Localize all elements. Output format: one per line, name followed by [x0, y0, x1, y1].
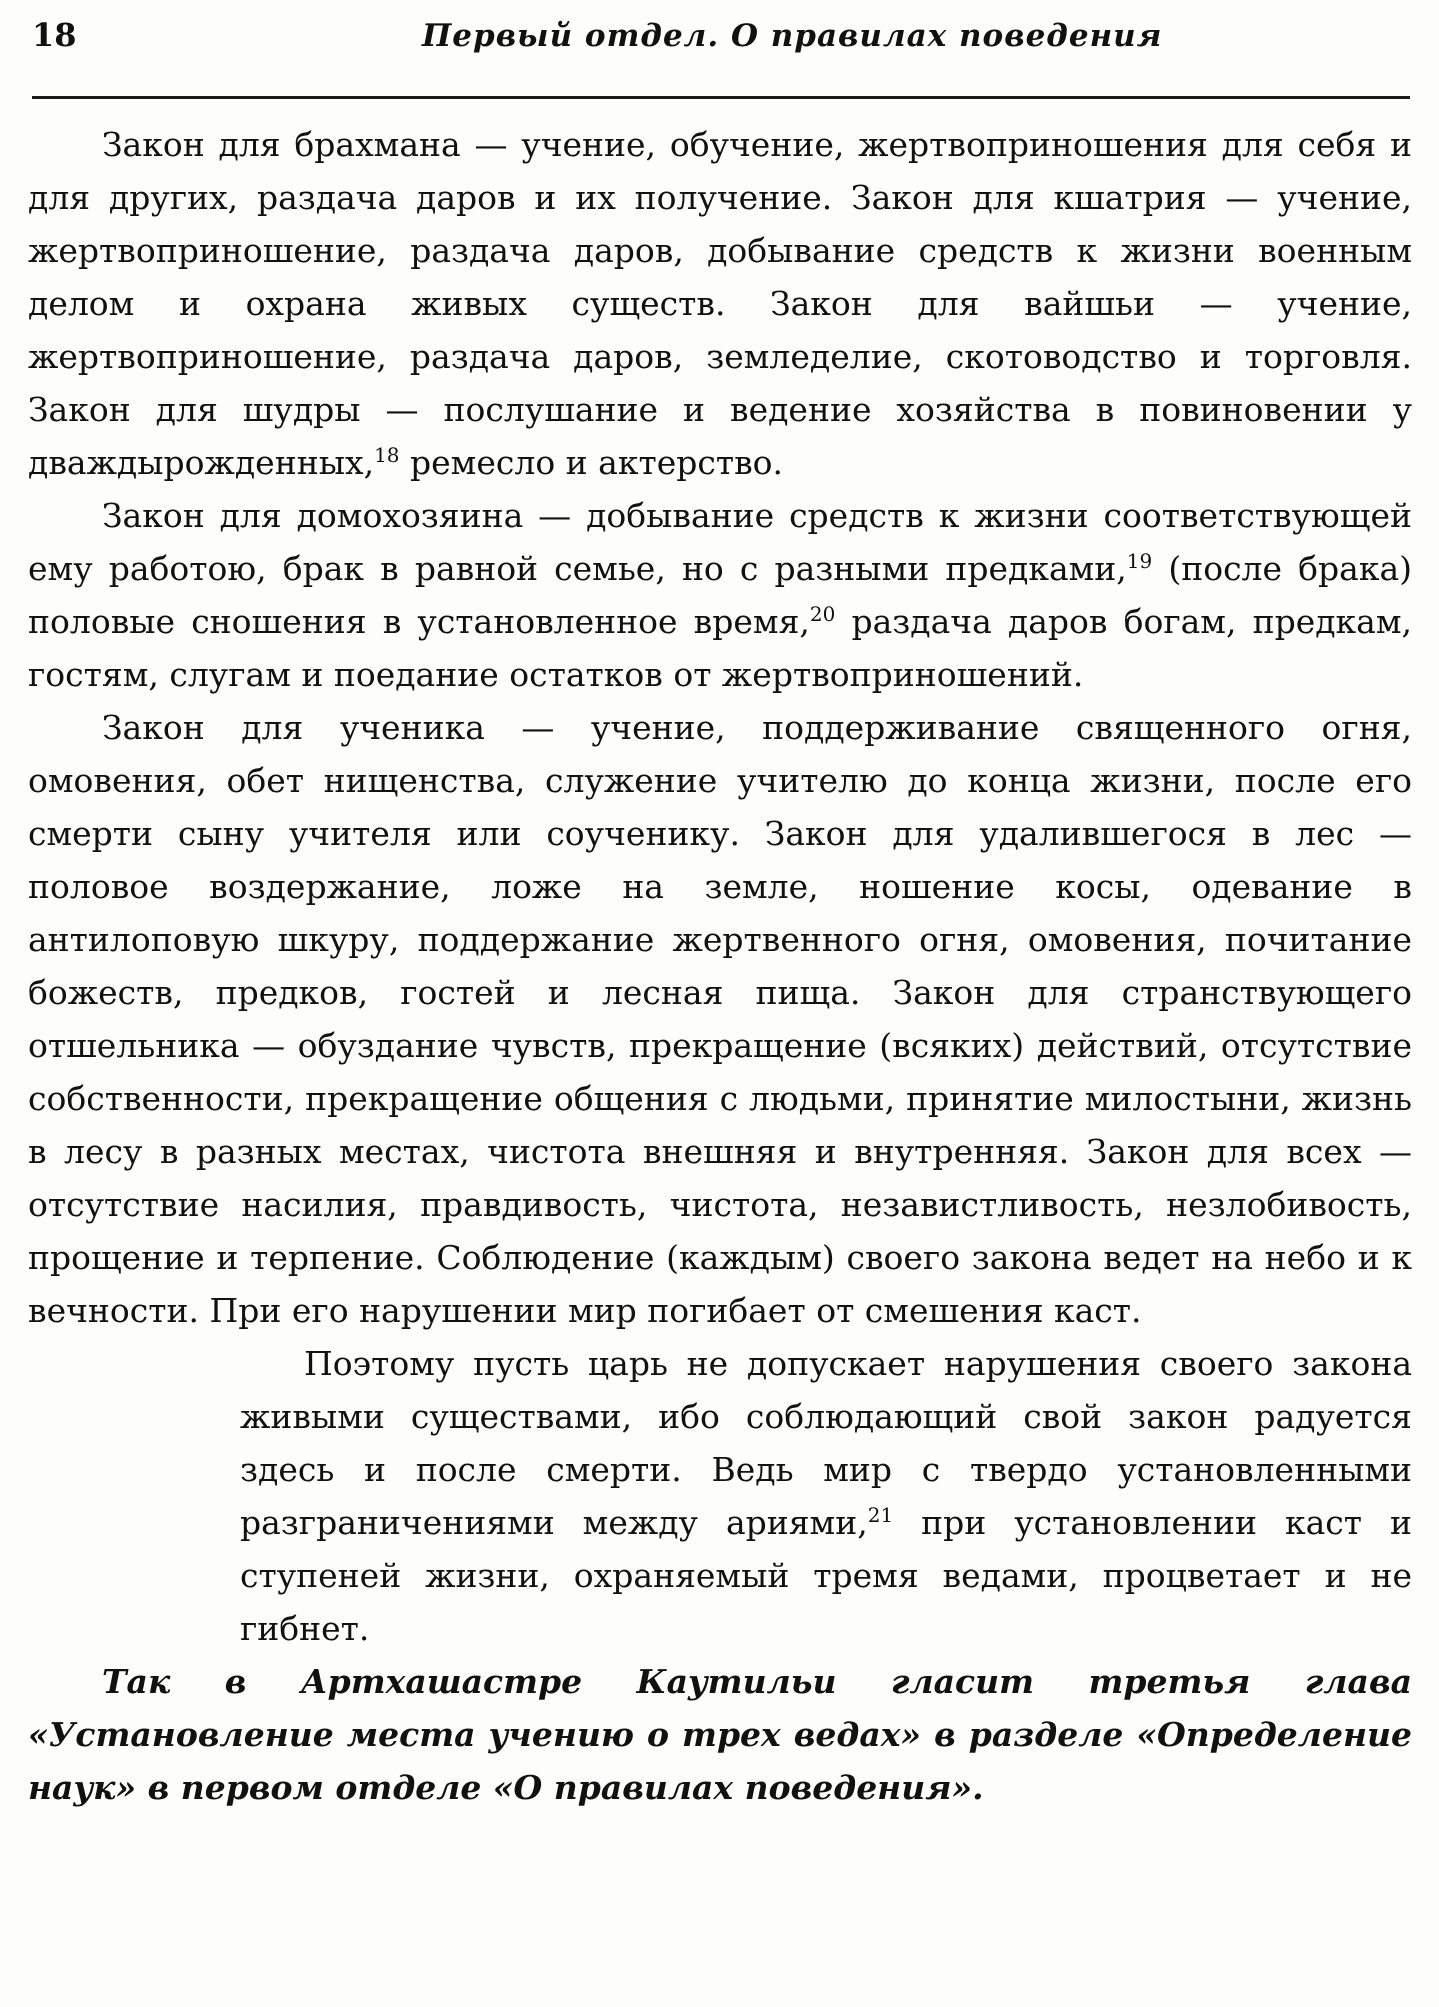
running-head	[32, 6, 1410, 56]
quote-text: Поэтому пусть царь не допускает нарушения своего закона живыми существами, ибо соблюдающий свой закон радуется здесь и после смерти. Ведь мир с твердо установленными разграничениями между ариями,	[240, 1344, 1412, 1542]
footnote-ref-21[interactable]: 21	[867, 1503, 894, 1527]
paragraph-text: Закон для ученика — учение, поддерживание священного огня, омовения, обет нищенства, служение учителю до конца жизни, после его смерти сыну учителя или соученику. Закон для удалившегося в лес — половое воздержание, ложе на земле, ношение косы, одевание в антилоповую шкуру, поддержание жертвенного огня, омовения, почитание божеств, предков, гостей и лесная пища. Закон для странствующего отшельника — обуздание чувств, прекращение (всяких) действий, отсутствие собственности, прекращение общения с людьми, принятие милостыни, жизнь в лесу в разных местах, чистота внешняя и внутренняя. Закон для всех — отсутствие насилия, правдивость, чистота, независтливость, незлобивость, прощение и терпение. Соблюдение (каждым) своего закона ведет на небо и к вечности. При его нарушении мир погибает от смешения каст.	[28, 708, 1412, 1330]
paragraph-text: Закон для брахмана — учение, обучение, жертвоприношения для себя и для других, раздача даров и их получение. Закон для кшатрия — учение, жертвоприношение, раздача даров, добывание средств к жизни военным делом и охрана живых существ. Закон для вайшьи — учение, жертвоприношение, раздача даров, земледелие, скотоводство и торговля. Закон для шудры — послушание и ведение хозяйства в повиновении у дваждырожденных,	[28, 125, 1412, 482]
paragraph-brahmin-law	[28, 118, 1412, 489]
chapter-colophon: Так в Артхашастре Каутильи гласит третья глава «Установление места учению о трех ведах» в разделе «Определение наук» в первом отделе «О правилах поведения».	[28, 1662, 1412, 1807]
paragraph-text: Закон для домохозяина — добывание средств к жизни соответствующей ему работою, брак в равной семье, но с разными предками,	[28, 496, 1412, 588]
paragraph-text: ремесло и актерство.	[399, 443, 784, 482]
paragraph-text: раздача даров богам, предкам, гостям, слугам и поедание остатков от жертвоприношений.	[28, 602, 1412, 694]
footnote-ref-20[interactable]: 20	[809, 602, 836, 626]
paragraph-student-law	[28, 701, 1412, 1337]
paragraph-householder-law	[28, 489, 1412, 701]
paragraph-text: (после брака) половые сношения в установленное время,	[28, 549, 1412, 641]
page-number: 18	[32, 16, 77, 54]
header-rule	[32, 96, 1410, 99]
footnote-ref-19[interactable]: 19	[1126, 549, 1153, 573]
footnote-ref-18[interactable]: 18	[374, 443, 400, 467]
verse-quote	[240, 1337, 1412, 1655]
running-head-title: Первый отдел. О правилах поведения	[422, 18, 1163, 54]
quote-text: при установлении каст и ступеней жизни, охраняемый тремя ведами, процветает и не гибнет.	[240, 1503, 1412, 1648]
body-text	[28, 118, 1412, 1814]
